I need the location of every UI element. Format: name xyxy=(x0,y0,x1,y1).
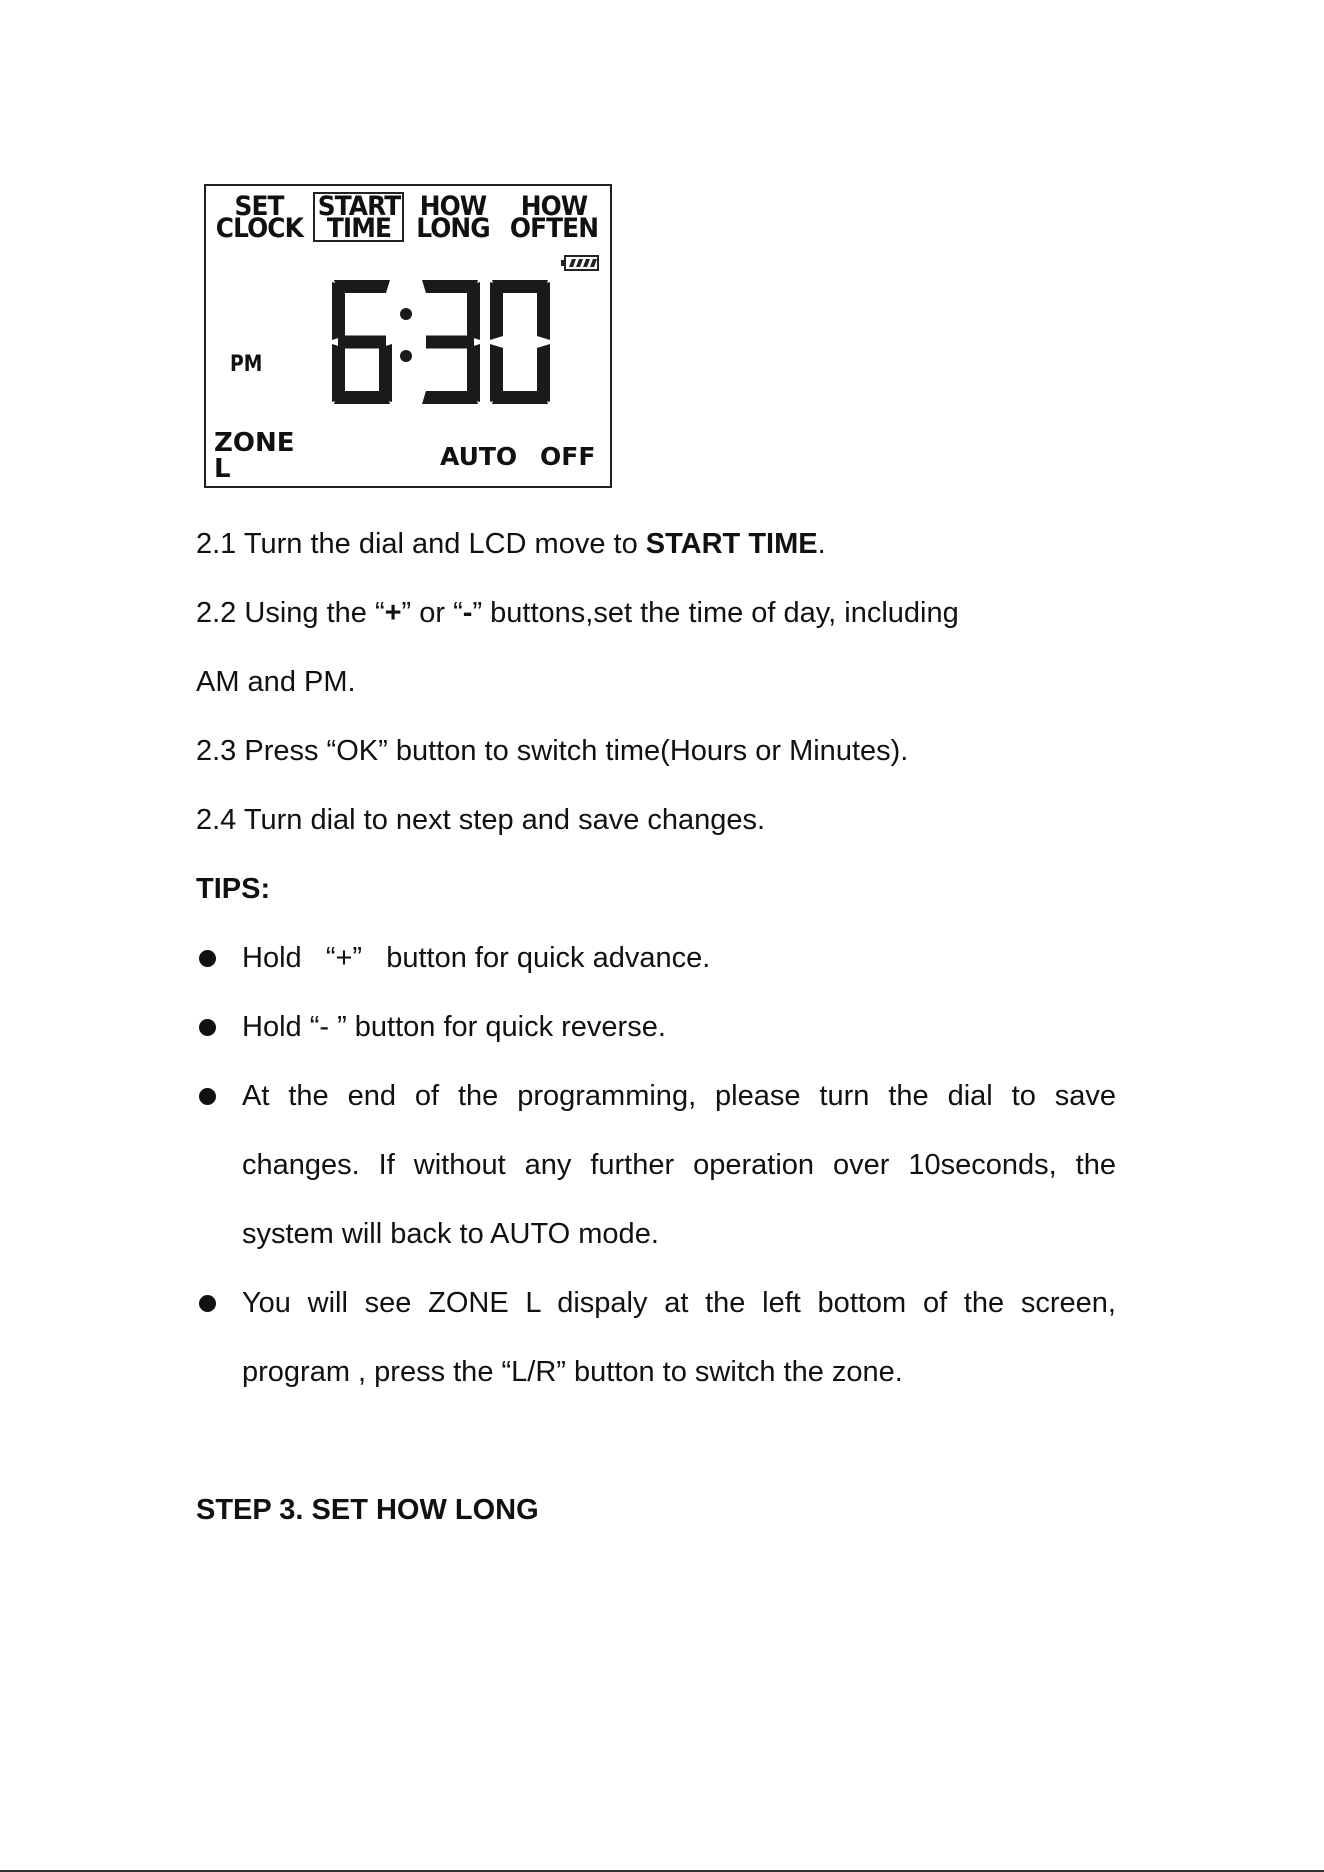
step-2-4: 2.4 Turn dial to next step and save changes. xyxy=(196,804,766,836)
colon-dot xyxy=(400,350,412,362)
colon-dot xyxy=(400,308,412,320)
tip-quick-reverse: Hold “- ” button for quick reverse. xyxy=(242,1011,666,1043)
lcd-label-how-often: HOW OFTEN xyxy=(509,191,599,244)
lcd-meridiem: PM xyxy=(230,352,263,377)
lcd-label-start-time: START TIME xyxy=(317,191,401,244)
tip-zone-line-2: program , press the “L/R” button to switch the zone. xyxy=(242,1356,903,1388)
lcd-off-label: OFF xyxy=(540,442,596,471)
lcd-auto-label: AUTO xyxy=(440,442,518,471)
segment-f xyxy=(332,282,345,340)
battery-icon xyxy=(560,254,600,272)
tip-zone-line-1: You will see ZONE L dispaly at the left bottom of the screen, xyxy=(242,1287,1116,1319)
segment-b xyxy=(537,282,550,340)
lcd-display xyxy=(204,184,612,488)
bullet-icon xyxy=(199,1019,216,1036)
battery-bar xyxy=(583,259,590,267)
lcd-zone-label: ZONE L xyxy=(214,428,295,484)
battery-bar xyxy=(590,259,597,267)
step-2-2: 2.2 Using the “+” or “-” buttons,set the time of day, including xyxy=(196,597,959,629)
step-2-2-continued: AM and PM. xyxy=(196,666,356,698)
bullet-icon xyxy=(199,1295,216,1312)
tip-save-changes-line-2: changes. If without any further operation over 10seconds, the xyxy=(242,1149,1116,1181)
segment-d xyxy=(422,391,478,404)
bullet-icon xyxy=(199,1088,216,1105)
lcd-time-digits xyxy=(332,276,572,412)
segment-e xyxy=(490,344,503,402)
segment-g xyxy=(426,336,474,349)
step-3-heading: STEP 3. SET HOW LONG xyxy=(196,1494,539,1526)
segment-f xyxy=(490,282,503,340)
tip-quick-advance: Hold “+” button for quick advance. xyxy=(242,942,711,974)
lcd-label-set-clock: SET CLOCK xyxy=(215,191,303,244)
battery-bar xyxy=(576,259,583,267)
tip-save-changes-line-3: system will back to AUTO mode. xyxy=(242,1218,659,1250)
segment-g xyxy=(338,336,386,349)
lcd-label-how-long: HOW LONG xyxy=(416,191,490,244)
step-2-1: 2.1 Turn the dial and LCD move to START TIME. xyxy=(196,528,826,560)
battery-bar xyxy=(569,259,576,267)
bullet-icon xyxy=(199,950,216,967)
tip-save-changes-line-1: At the end of the programming, please turn the dial to save xyxy=(242,1080,1116,1112)
segment-b xyxy=(467,282,480,340)
tips-heading: TIPS: xyxy=(196,873,271,905)
segment-c xyxy=(379,344,392,402)
step-2-3: 2.3 Press “OK” button to switch time(Hours or Minutes). xyxy=(196,735,909,767)
